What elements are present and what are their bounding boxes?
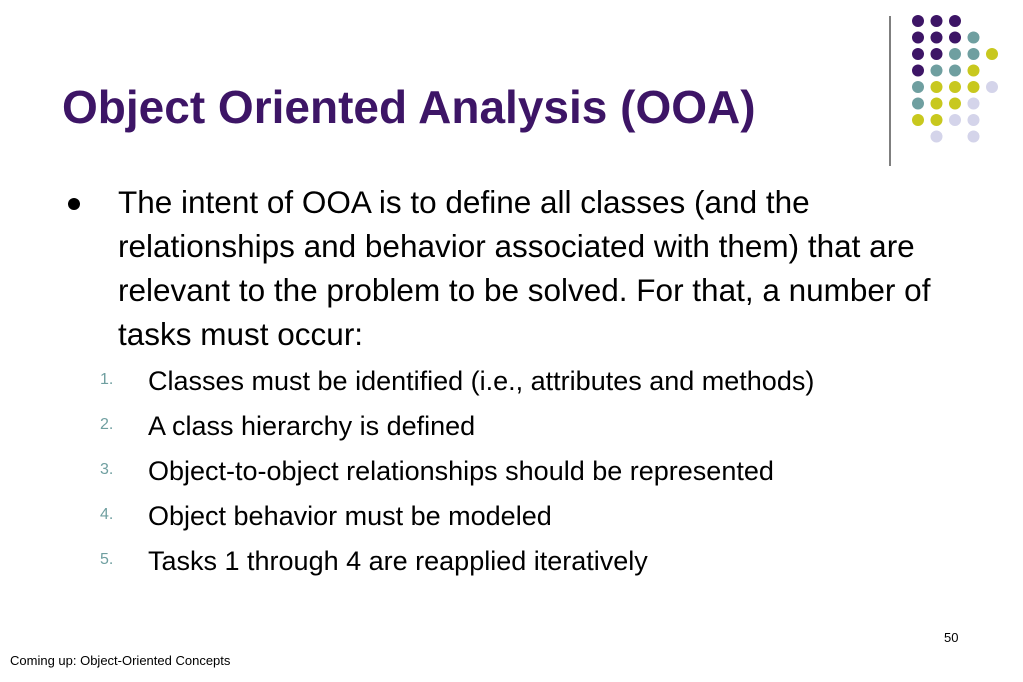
decorative-dot bbox=[912, 65, 924, 77]
decorative-dot bbox=[912, 81, 924, 93]
decorative-dot bbox=[968, 81, 980, 93]
page-number: 50 bbox=[944, 630, 959, 645]
decorative-dot bbox=[986, 81, 998, 93]
footer-text: Coming up: Object-Oriented Concepts bbox=[10, 653, 231, 668]
slide-title: Object Oriented Analysis (OOA) bbox=[62, 81, 756, 133]
task-number: 3. bbox=[100, 461, 114, 478]
decorative-dot bbox=[968, 131, 980, 143]
decorative-dot bbox=[931, 131, 943, 143]
decorative-dot bbox=[968, 65, 980, 77]
decorative-dot bbox=[931, 81, 943, 93]
decorative-dot bbox=[931, 48, 943, 60]
bullet-icon bbox=[68, 198, 80, 210]
decorative-dot bbox=[949, 48, 961, 60]
decorative-dot bbox=[912, 48, 924, 60]
task-item bbox=[100, 497, 960, 542]
decorative-dot bbox=[968, 32, 980, 44]
task-number: 2. bbox=[100, 416, 114, 433]
decorative-dot bbox=[931, 32, 943, 44]
task-text: A class hierarchy is defined bbox=[148, 411, 476, 441]
task-list bbox=[100, 362, 960, 587]
decorative-dot bbox=[949, 32, 961, 44]
decorative-dot bbox=[931, 114, 943, 126]
task-item bbox=[100, 452, 960, 497]
task-text: Tasks 1 through 4 are reapplied iteratively bbox=[148, 546, 648, 576]
task-text: Classes must be identified (i.e., attributes and methods) bbox=[148, 366, 815, 396]
decorative-dot bbox=[949, 15, 961, 27]
task-item bbox=[100, 362, 960, 407]
task-text: Object behavior must be modeled bbox=[148, 501, 552, 531]
decorative-dot bbox=[949, 81, 961, 93]
decorative-dot bbox=[968, 114, 980, 126]
decorative-dot bbox=[949, 98, 961, 110]
decorative-dot bbox=[912, 32, 924, 44]
decorative-dot bbox=[968, 98, 980, 110]
decorative-dot bbox=[912, 114, 924, 126]
decorative-dot bbox=[968, 48, 980, 60]
title-divider-line bbox=[889, 16, 891, 166]
decorative-dot bbox=[949, 65, 961, 77]
task-number: 1. bbox=[100, 371, 114, 388]
task-number: 4. bbox=[100, 506, 114, 523]
main-bullet-text: The intent of OOA is to define all classes (and the relationships and behavior associated with them) that are relevant to the problem to be solved. For that, a number of tasks must occur: bbox=[118, 184, 931, 352]
decorative-dot bbox=[931, 98, 943, 110]
decorative-dot bbox=[949, 114, 961, 126]
decorative-dot bbox=[931, 65, 943, 77]
decorative-dot bbox=[912, 15, 924, 27]
task-number: 5. bbox=[100, 551, 114, 568]
decorative-dot bbox=[931, 15, 943, 27]
decorative-dot bbox=[986, 48, 998, 60]
decorative-dot bbox=[912, 98, 924, 110]
task-text: Object-to-object relationships should be represented bbox=[148, 456, 774, 486]
task-item bbox=[100, 542, 960, 587]
task-item bbox=[100, 407, 960, 452]
